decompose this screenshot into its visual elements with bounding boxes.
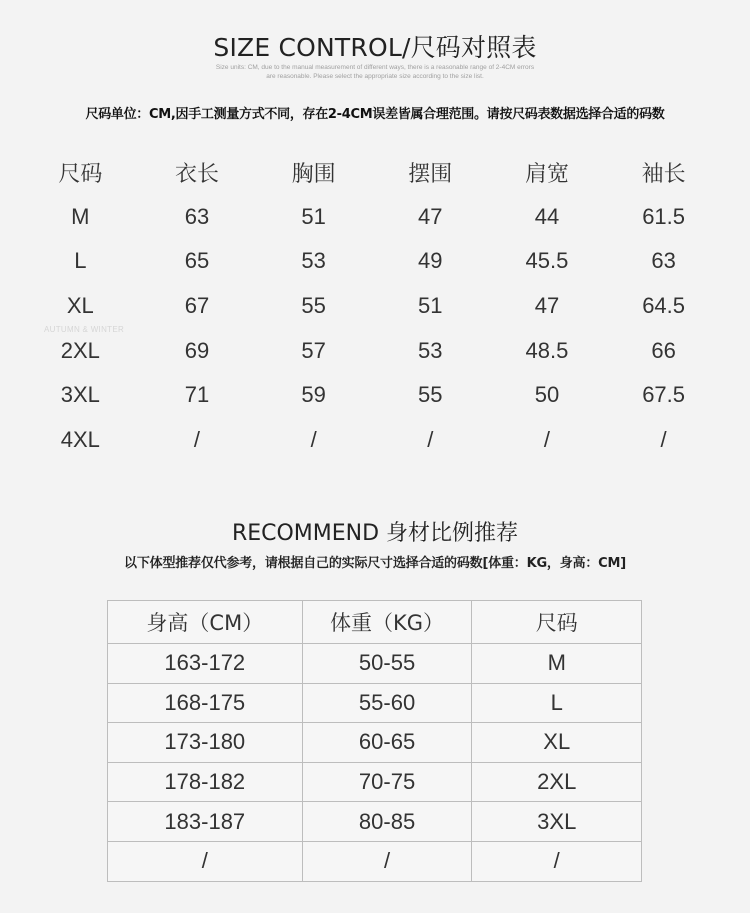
table-cell: 2XL — [472, 762, 642, 802]
header-cell: 肩宽 — [524, 161, 569, 187]
table-cell: / — [543, 426, 551, 452]
table-cell: 59 — [301, 382, 326, 408]
table-row — [22, 195, 722, 240]
recommend-note: 以下体型推荐仅代参考，请根据自己的实际尺寸选择合适的码数[体重：KG，身高：CM] — [124, 556, 626, 571]
table-cell: 168-175 — [108, 683, 303, 723]
header-cell: 尺码 — [472, 601, 642, 644]
table-cell: 63 — [184, 203, 210, 229]
table-cell: / — [193, 426, 201, 452]
header-cell: 胸围 — [291, 161, 336, 187]
table-cell: M — [472, 644, 642, 684]
table-cell: 47 — [534, 293, 560, 319]
table-cell: 67 — [184, 293, 210, 319]
table-row — [108, 762, 642, 802]
page-title: SIZE CONTROL/尺码对照表 — [213, 33, 537, 62]
table-cell: 50 — [534, 382, 560, 408]
table-cell: / — [427, 426, 434, 452]
table-cell: 173-180 — [108, 723, 303, 763]
table-cell: 61.5 — [642, 203, 686, 229]
table-cell: 55 — [418, 382, 443, 408]
table-cell: 48.5 — [525, 337, 569, 363]
table-row — [108, 802, 642, 842]
table-cell: 63 — [651, 248, 676, 274]
table-cell: 65 — [184, 248, 210, 274]
table-row — [22, 418, 722, 463]
table-cell: 49 — [418, 248, 443, 274]
table-cell: 70-75 — [302, 762, 472, 802]
recommend-title: RECOMMEND 身材比例推荐 — [231, 521, 519, 546]
table-cell: 3XL — [472, 802, 642, 842]
header-cell: 尺码 — [58, 161, 103, 187]
table-cell: 163-172 — [108, 644, 303, 684]
size-chart-table — [22, 150, 722, 462]
table-row — [108, 644, 642, 684]
table-row — [108, 723, 642, 763]
table-cell: 60-65 — [302, 723, 472, 763]
table-cell: 53 — [301, 248, 326, 274]
table-row — [22, 328, 722, 373]
table-cell: 57 — [301, 337, 326, 363]
table-cell: 69 — [184, 337, 210, 363]
table-cell: 178-182 — [108, 762, 303, 802]
table-cell: 45.5 — [525, 248, 569, 274]
header-cell: 体重（KG） — [302, 601, 472, 644]
table-cell: 2XL — [60, 337, 100, 363]
table-cell: 51 — [418, 293, 443, 319]
table-cell: XL — [472, 723, 642, 763]
table-cell: 55 — [301, 293, 326, 319]
table-cell: 47 — [418, 203, 443, 229]
table-cell: 51 — [301, 203, 326, 229]
table-cell: 4XL — [60, 426, 100, 452]
table-cell: 80-85 — [302, 802, 472, 842]
header-cell: 袖长 — [641, 161, 686, 187]
table-row — [108, 683, 642, 723]
table-cell: XL — [66, 293, 94, 319]
table-cell: 67.5 — [642, 382, 686, 408]
table-cell: / — [302, 841, 472, 881]
table-cell: 71 — [184, 382, 210, 408]
table-cell: 55-60 — [302, 683, 472, 723]
header-cell: 摆围 — [408, 161, 453, 187]
size-chart-header-row — [22, 150, 722, 195]
size-unit-english-note — [0, 63, 750, 81]
table-cell: M — [71, 203, 90, 229]
table-cell: L — [74, 248, 87, 274]
watermark-text: AUTUMN & WINTER — [44, 325, 125, 334]
table-cell: 44 — [534, 203, 560, 229]
table-cell: L — [472, 683, 642, 723]
table-cell: 53 — [418, 337, 443, 363]
recommend-header-row — [108, 601, 642, 644]
table-cell: 64.5 — [642, 293, 686, 319]
table-cell: / — [472, 841, 642, 881]
table-row — [22, 373, 722, 418]
table-row — [22, 239, 722, 284]
header-cell: 衣长 — [174, 161, 219, 187]
table-cell: 50-55 — [302, 644, 472, 684]
table-row — [108, 841, 642, 881]
table-cell: / — [108, 841, 303, 881]
subnote-line-1: Size units: CM, due to the manual measurement of different ways, there is a reasonable range of 2-4CM errors — [215, 64, 535, 71]
table-cell: 183-187 — [108, 802, 303, 842]
table-cell: / — [310, 426, 317, 452]
header-cell: 身高（CM） — [108, 601, 303, 644]
table-row — [22, 284, 722, 329]
table-cell: 66 — [651, 337, 676, 363]
subnote-line-2: are reasonable. Please select the appropriate size according to the size list. — [266, 73, 484, 80]
recommend-table — [107, 600, 642, 882]
size-unit-note: 尺码单位：CM,因手工测量方式不同，存在2-4CM误差皆属合理范围。请按尺码表数据选择合适的码数 — [85, 107, 665, 122]
table-cell: 3XL — [60, 382, 100, 408]
table-cell: / — [660, 426, 667, 452]
